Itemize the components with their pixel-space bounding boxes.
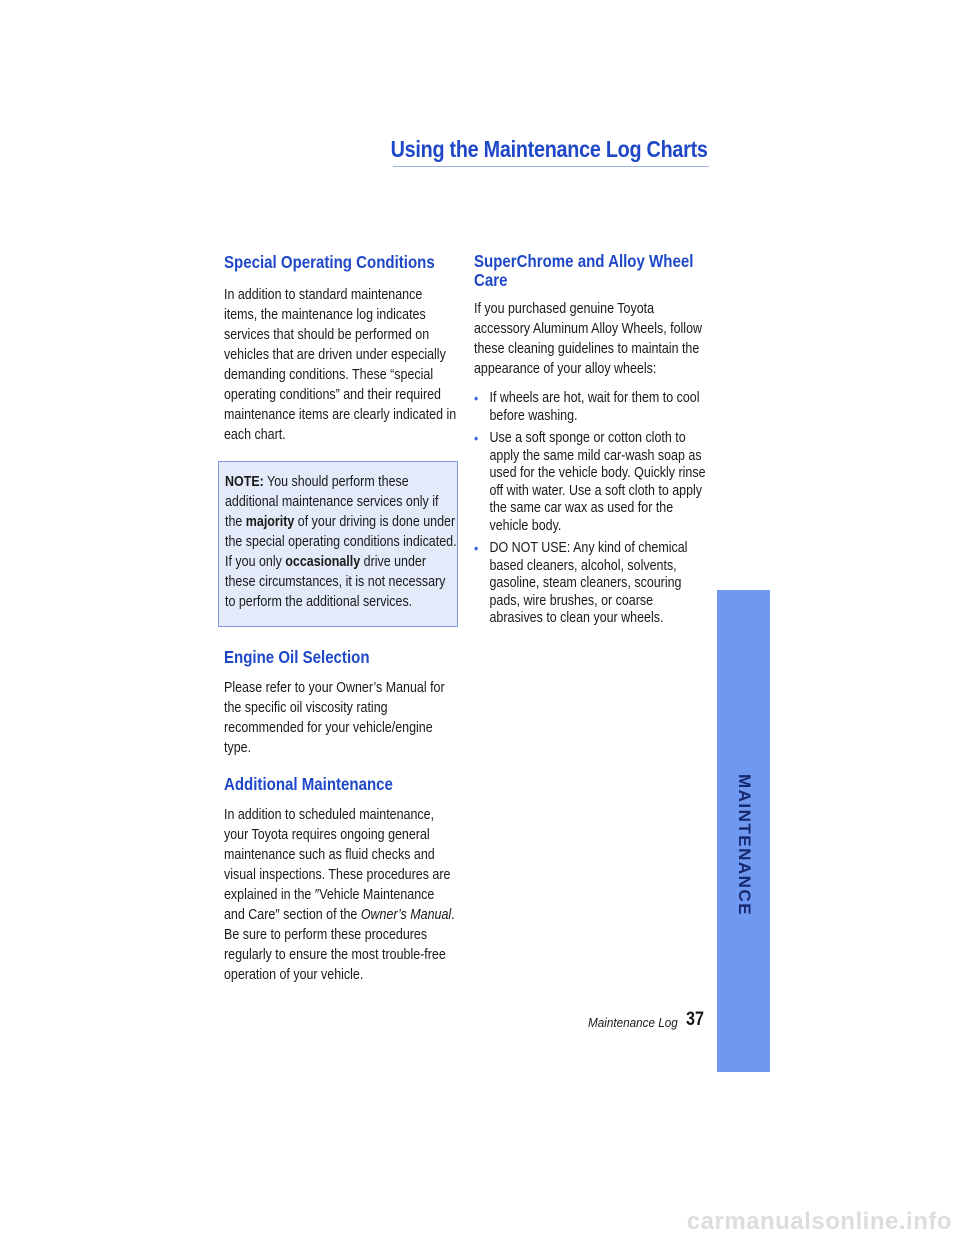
- special-conditions-heading: Special Operating Conditions: [224, 252, 435, 272]
- note-text: [225, 472, 459, 612]
- bullet-icon: •: [474, 390, 479, 406]
- footer-section-label: Maintenance Log: [588, 1015, 678, 1030]
- note-label: NOTE:: [225, 474, 264, 490]
- engine-oil-body: [224, 678, 458, 758]
- wheel-care-intro: [474, 299, 708, 379]
- bullet-icon: •: [474, 540, 479, 556]
- engine-oil-heading: Engine Oil Selection: [224, 647, 370, 667]
- wheel-care-bullets: [474, 390, 708, 628]
- list-item: [474, 540, 708, 628]
- additional-maintenance-heading: Additional Maintenance: [224, 774, 393, 794]
- wheel-care-intro-text: If you purchased genuine Toyota accessory Aluminum Alloy Wheels, follow these cleaning guidelines to maintain the appearance of your alloy wheels:: [474, 301, 703, 377]
- title-divider: [393, 166, 709, 167]
- engine-oil-text: Please refer to your Owner’s Manual for the specific oil viscosity rating recommended for your vehicle/engine type.: [224, 680, 445, 756]
- owners-manual-ref: Owner’s Manual: [360, 907, 452, 923]
- additional-text-b: . Be sure to perform these procedures regularly to ensure the most trouble-free operation of your vehicle.: [224, 907, 455, 983]
- additional-maintenance-body: [224, 805, 458, 985]
- wheel-care-heading: SuperChrome and Alloy Wheel Care: [474, 251, 694, 290]
- note-box: [218, 461, 458, 627]
- additional-maintenance-text: [224, 805, 458, 985]
- left-column: [224, 252, 458, 985]
- list-item: [474, 390, 708, 425]
- right-column: [474, 252, 710, 633]
- bullet-text: Use a soft sponge or cotton cloth to apply the same mild car-wash soap as used for the vehicle body. Quickly rinse off with water. Use a soft cloth to apply the same car wax as used for the vehicle body.: [489, 430, 706, 534]
- bullet-text: If wheels are hot, wait for them to cool before washing.: [489, 390, 700, 424]
- note-text-a: You should perform these additional maintenance services only if the: [225, 474, 439, 530]
- special-conditions-text: In addition to standard maintenance items, the maintenance log indicates services that should be performed on vehicles that are driven under especially demanding conditions. These “special operating conditions” and their required maintenance items are clearly indicated in each chart.: [224, 287, 457, 443]
- bullet-icon: •: [474, 430, 479, 446]
- note-emphasis-majority: majority: [245, 514, 295, 530]
- section-tab-label: MAINTENANCE: [734, 773, 754, 917]
- page-title: Using the Maintenance Log Charts: [390, 136, 708, 162]
- watermark: carmanualsonline.info: [686, 1208, 952, 1235]
- additional-text-a: In addition to scheduled maintenance, your Toyota requires ongoing general maintenance such as fluid checks and visual inspections. These procedures are explained in the ″Vehicle Maintenance and Care″ section of the: [224, 807, 451, 923]
- note-text-b: of your driving is done under the special operating conditions indicated. If you only: [225, 514, 457, 570]
- note-text-c: drive under these circumstances, it is not necessary to perform the additional services.: [225, 554, 446, 610]
- list-item: [474, 430, 708, 535]
- section-tab-label-wrap: [717, 590, 770, 1072]
- bullet-list: [474, 390, 708, 628]
- special-conditions-body: [224, 285, 458, 445]
- note-emphasis-occasionally: occasionally: [285, 554, 361, 570]
- page-number: 37: [686, 1009, 704, 1030]
- bullet-text: DO NOT USE: Any kind of chemical based cleaners, alcohol, solvents, gasoline, steam cleaners, scouring pads, wire brushes, or coarse abrasives to clean your wheels.: [489, 540, 688, 626]
